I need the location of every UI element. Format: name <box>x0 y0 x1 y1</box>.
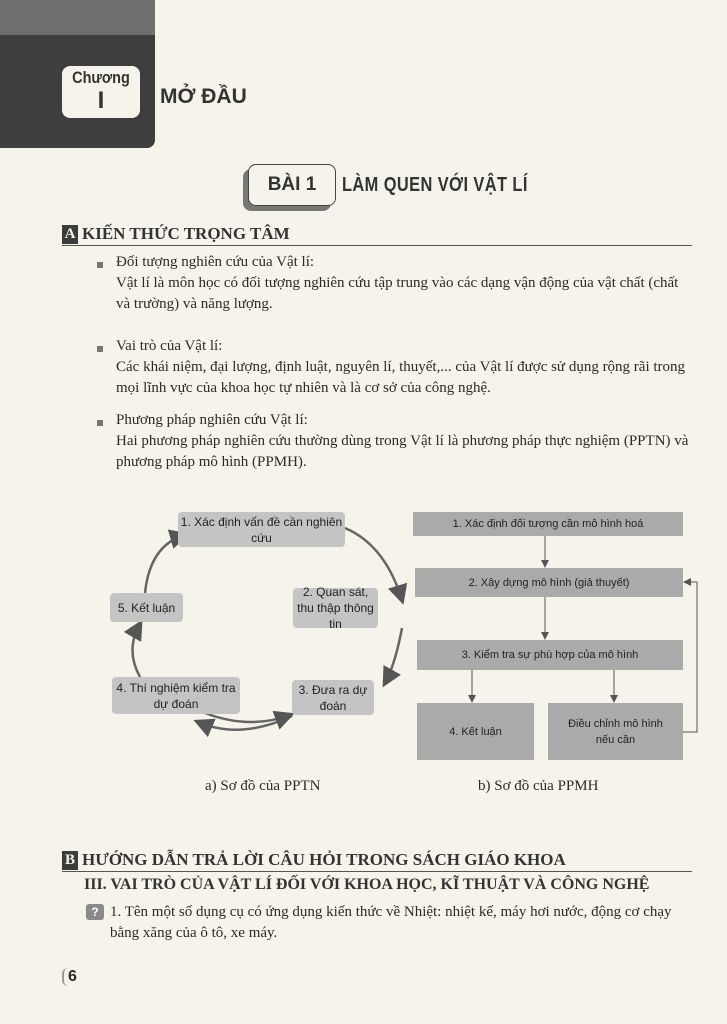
chapter-title: MỞ ĐẦU <box>160 85 247 108</box>
cycle-arrow <box>205 713 290 722</box>
item-body: Hai phương pháp nghiên cứu thường dùng trong Vật lí là phương pháp thực nghiệm (PPTN) và phương pháp mô hình (PPMH). <box>116 433 689 470</box>
pptn-step-5: 5. Kết luận <box>110 593 183 622</box>
section-a-title: KIẾN THỨC TRỌNG TÂM <box>82 224 290 243</box>
section-b-marker: B <box>62 851 78 870</box>
item-heading: Vai trò của Vật lí: <box>116 338 223 354</box>
section-b-subtitle: III. VAI TRÒ CỦA VẬT LÍ ĐỐI VỚI KHOA HỌC, KĨ THUẬT VÀ CÔNG NGHỆ <box>84 876 650 893</box>
ppmh-step-5: Điều chỉnh mô hình nếu cần <box>548 703 683 760</box>
divider <box>62 871 692 872</box>
section-b-title: HƯỚNG DẪN TRẢ LỜI CÂU HỎI TRONG SÁCH GIÁO KHOA <box>82 850 566 869</box>
ppmh-step-2: 2. Xây dựng mô hình (giả thuyết) <box>415 568 683 597</box>
pptn-caption: a) Sơ đồ của PPTN <box>205 778 321 794</box>
chapter-number: I <box>97 87 105 114</box>
item-heading: Phương pháp nghiên cứu Vật lí: <box>116 412 308 428</box>
ppmh-step-4: 4. Kết luận <box>417 703 534 760</box>
pptn-step-2: 2. Quan sát, thu thập thông tin <box>293 588 378 628</box>
ppmh-caption: b) Sơ đồ của PPMH <box>478 778 599 794</box>
answer-text: 1. Tên một số dụng cụ có ứng dụng kiến thức về Nhiệt: nhiệt kế, máy hơi nước, động cơ chạy bằng xăng của ô tô, xe máy. <box>110 904 672 941</box>
pptn-step-4: 4. Thí nghiệm kiểm tra dự đoán <box>112 677 240 714</box>
lesson-title: LÀM QUEN VỚI VẬT LÍ <box>342 174 528 196</box>
chapter-word: Chương <box>72 68 130 87</box>
item-body: Vật lí là môn học có đối tượng nghiên cứu tập trung vào các dạng vận động của vật chất (chất và trường) và năng lượng. <box>116 275 679 312</box>
cycle-arrow <box>385 628 402 683</box>
item-body: Các khái niệm, đại lượng, định luật, nguyên lí, thuyết,... của Vật lí được sử dụng rộng rãi trong mọi lĩnh vực của khoa học tự nhiên và là cơ sở của công nghệ. <box>116 359 686 396</box>
item-heading: Đối tượng nghiên cứu của Vật lí: <box>116 254 315 270</box>
page-number: 6 <box>62 968 77 986</box>
ppmh-step-3: 3. Kiểm tra sự phù hợp của mô hình <box>417 640 683 670</box>
ppmh-step-1: 1. Xác định đối tượng cần mô hình hoá <box>413 512 683 536</box>
cycle-arrow <box>133 624 141 677</box>
pptn-step-3: 3. Đưa ra dự đoán <box>292 680 374 715</box>
section-a-marker: A <box>62 225 78 244</box>
question-icon: ? <box>86 904 104 920</box>
lesson-label: BÀI 1 <box>248 164 336 206</box>
pptn-step-1: 1. Xác định vấn đề cần nghiên cứu <box>178 512 345 547</box>
feedback-arrow <box>683 582 697 732</box>
